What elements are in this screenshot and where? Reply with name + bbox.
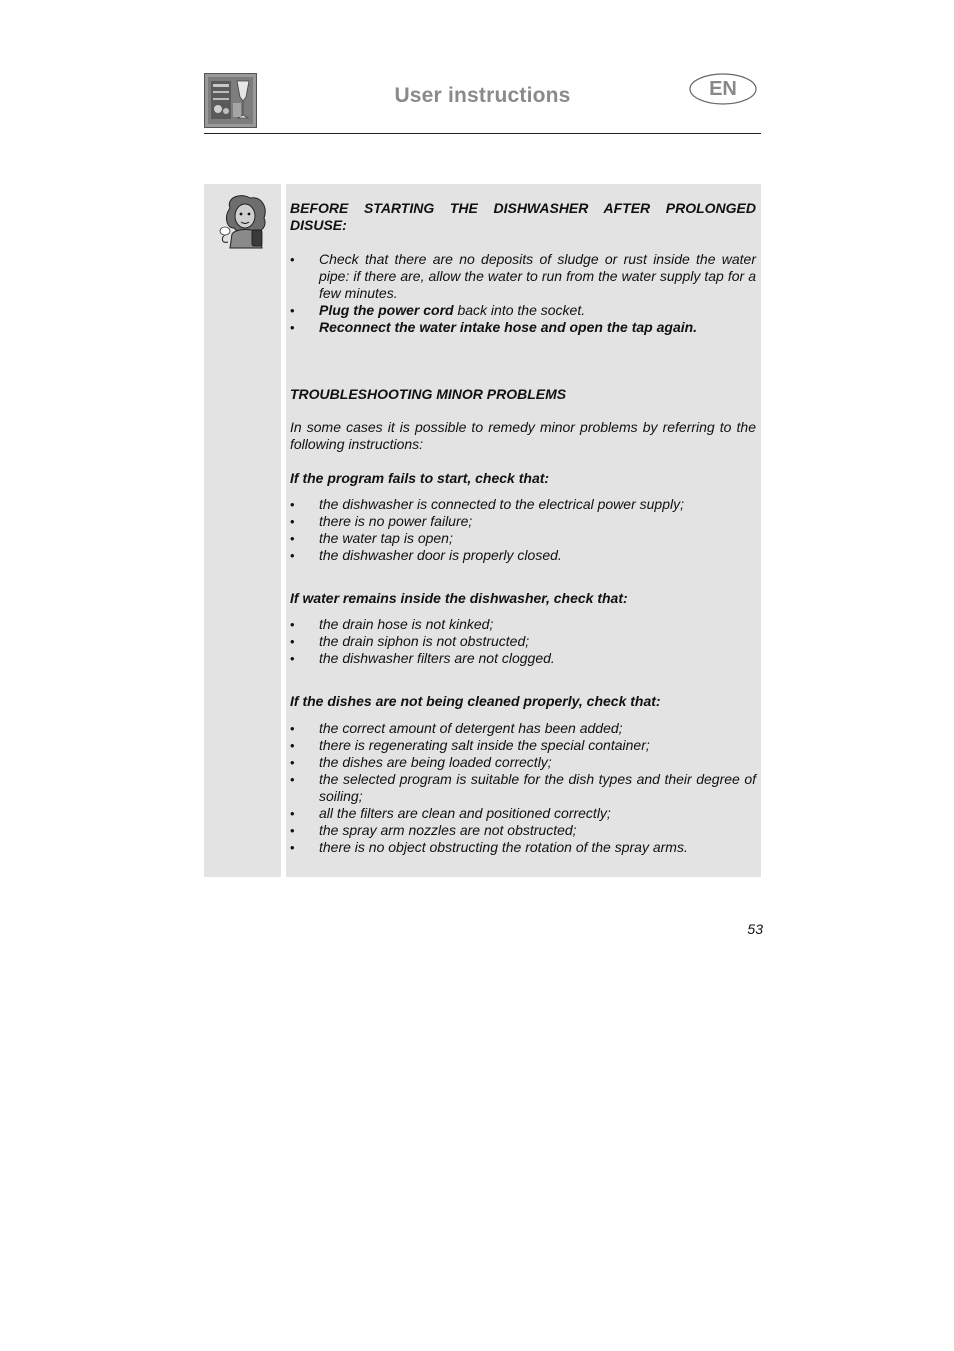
not-cleaned-list <box>290 720 756 856</box>
list-item <box>290 530 756 547</box>
assistant-woman-icon <box>218 194 270 250</box>
subheading-not-cleaned: If the dishes are not being cleaned properly, check that: <box>290 693 661 709</box>
troubleshooting-intro: In some cases it is possible to remedy minor problems by referring to the following instructions: <box>290 419 756 452</box>
list-item <box>290 720 756 737</box>
list-item <box>290 633 756 650</box>
list-item-text: the water tap is open; <box>319 530 453 546</box>
list-item <box>290 513 756 530</box>
section-heading-troubleshooting: TROUBLESHOOTING MINOR PROBLEMS <box>290 386 567 402</box>
list-item-bold-text: Reconnect the water intake hose and open the tap again. <box>319 319 698 335</box>
water-remains-list <box>290 616 756 667</box>
side-panel <box>204 184 281 877</box>
list-item-text: Check that there are no deposits of sludge or rust inside the water pipe: if there are, allow the water to run from the water supply tap for a few minutes. <box>319 251 756 301</box>
subheading-program-fails: If the program fails to start, check that: <box>290 470 550 486</box>
program-fails-list <box>290 496 756 564</box>
list-item-text: the dishwasher filters are not clogged. <box>319 650 555 666</box>
list-item <box>290 839 756 856</box>
page-number: 53 <box>747 921 763 937</box>
list-item <box>290 650 756 667</box>
list-item <box>290 547 756 564</box>
list-item <box>290 754 756 771</box>
list-item-text: all the filters are clean and positioned correctly; <box>319 805 611 821</box>
list-item-text: the dishwasher door is properly closed. <box>319 547 562 563</box>
list-item <box>290 737 756 754</box>
list-item-text: there is no object obstructing the rotation of the spray arms. <box>319 839 688 855</box>
content-panel <box>286 184 761 877</box>
list-item <box>290 822 756 839</box>
list-item-text: the dishes are being loaded correctly; <box>319 754 552 770</box>
list-item-text: the drain siphon is not obstructed; <box>319 633 530 649</box>
list-item-text: the correct amount of detergent has been added; <box>319 720 623 736</box>
list-item <box>290 496 756 513</box>
subheading-water-remains: If water remains inside the dishwasher, check that: <box>290 590 628 606</box>
list-item <box>290 319 756 336</box>
section-heading-prolonged-disuse: BEFORE STARTING THE DISHWASHER AFTER PROLONGED DISUSE: <box>290 200 756 233</box>
list-item-text: back into the socket. <box>453 302 586 318</box>
list-item <box>290 251 756 302</box>
list-item-text: there is no power failure; <box>319 513 473 529</box>
prolonged-disuse-list <box>290 251 756 336</box>
page-header <box>204 72 761 134</box>
list-item-text: the dishwasher is connected to the electrical power supply; <box>319 496 684 512</box>
list-item-text: the drain hose is not kinked; <box>319 616 494 632</box>
list-item-text: the selected program is suitable for the dish types and their degree of soiling; <box>319 771 756 804</box>
list-item <box>290 771 756 805</box>
list-item <box>290 302 756 319</box>
content-body <box>290 200 756 856</box>
list-item-bold-text: Plug the power cord <box>319 302 454 318</box>
list-item <box>290 616 756 633</box>
list-item-text: there is regenerating salt inside the special container; <box>319 737 650 753</box>
language-label: EN <box>709 78 737 100</box>
list-item-text: the spray arm nozzles are not obstructed; <box>319 822 577 838</box>
list-item <box>290 805 756 822</box>
page-title: User instructions <box>394 84 571 107</box>
header-divider <box>204 133 761 134</box>
